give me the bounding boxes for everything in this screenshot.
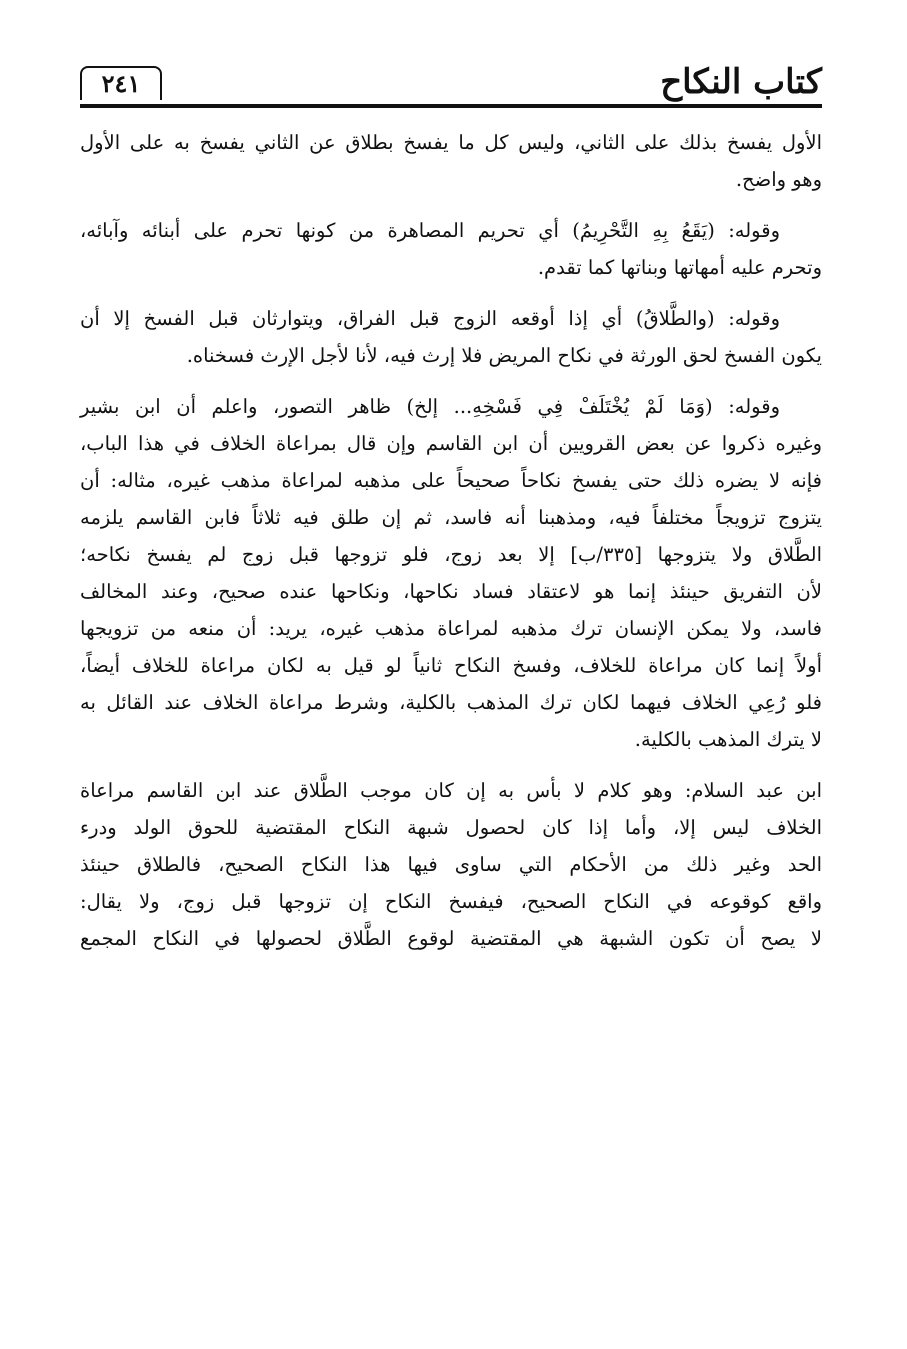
text-line: لا يصح أن تكون الشبهة هي المقتضية لوقوع الطَّلاق لحصولها في النكاح المجمع [80, 927, 822, 950]
paragraph-3 [80, 300, 822, 374]
text-line: يكون الفسخ لحق الورثة في نكاح المريض فلا إرث فيه، لأنا لأجل الإرث فسخناه. [186, 344, 822, 367]
text-line: وغيره ذكروا عن بعض القرويين أن ابن القاسم وإن قال بمراعاة الخلاف في هذا الباب، [80, 432, 822, 455]
text-line: فاسد، ولا يمكن الإنسان ترك مذهبه لمراعاة مذهب غيره، يريد: أن منعه من تزويجها [80, 617, 822, 640]
paragraph-5 [80, 772, 822, 957]
text-line: وقوله: (والطَّلاقُ) أي إذا أوقعه الزوج قبل الفراق، ويتوارثان قبل الفسخ إلا أن [80, 307, 780, 330]
text-line: واقع كوقوعه في النكاح الصحيح، فيفسخ النكاح إن تزوجها قبل زوج، ولا يقال: [80, 890, 822, 913]
text-line: ابن عبد السلام: وهو كلام لا بأس به إن كان موجب الطَّلاق عند ابن القاسم مراعاة [80, 779, 822, 802]
text-line: وهو واضح. [735, 168, 822, 191]
page-header [80, 60, 822, 108]
text-line: فلو رُعِي الخلاف فيهما لكان ترك المذهب بالكلية، وشرط مراعاة الخلاف عند القائل به [80, 691, 822, 714]
paragraph-1 [80, 124, 822, 198]
text-line: يتزوج تزويجاً مختلفاً فيه، ومذهبنا أنه فاسد، ثم إن طلق فيه ثلاثاً فابن القاسم يلزمه [80, 506, 822, 529]
page-number: ٢٤١ [80, 66, 162, 100]
text-line: الحد وغير ذلك من الأحكام التي ساوى فيها هذا النكاح الصحيح، فالطلاق حينئذ [80, 853, 822, 876]
paragraph-2 [80, 212, 822, 286]
body-text [80, 124, 822, 965]
text-line: أولاً إنما كان مراعاة للخلاف، وفسخ النكاح ثانياً لو قيل به لكان مراعاة للخلاف أيضاً، [80, 654, 822, 677]
chapter-title: كتاب النكاح [660, 62, 822, 102]
text-line: الطَّلاق ولا يتزوجها [٣٣٥/ب] إلا بعد زوج، فلو تزوجها قبل زوج لم يفسخ نكاحه؛ [80, 543, 822, 566]
text-line: وتحرم عليه أمهاتها وبناتها كما تقدم. [537, 256, 822, 279]
text-line: وقوله: (وَمَا لَمْ يُخْتَلَفْ فِي فَسْخِهِ... إلخ) ظاهر التصور، واعلم أن ابن بشير [80, 395, 780, 418]
text-line: الخلاف ليس إلا، وأما إذا كان لحصول شبهة النكاح المقتضية للحوق الولد ودرء [80, 816, 822, 839]
text-line: وقوله: (يَقَعُ بِهِ التَّحْرِيمُ) أي تحريم المصاهرة من كونها تحرم على أبنائه وآبائه، [80, 219, 780, 242]
text-line: لا يترك المذهب بالكلية. [634, 728, 822, 751]
text-line: فإنه لا يضره ذلك حتى يفسخ نكاحاً صحيحاً على مذهبه لمراعاة مذهب غيره، مثاله: أن [80, 469, 822, 492]
text-line: لأن التفريق حينئذ إنما هو لاعتقاد فساد نكاحها، ونكاحها عنده صحيح، وعند المخالف [80, 580, 822, 603]
text-line: الأول يفسخ بذلك على الثاني، وليس كل ما يفسخ بطلاق عن الثاني يفسخ به على الأول [80, 131, 822, 154]
paragraph-4 [80, 388, 822, 758]
header-rule [80, 104, 822, 108]
